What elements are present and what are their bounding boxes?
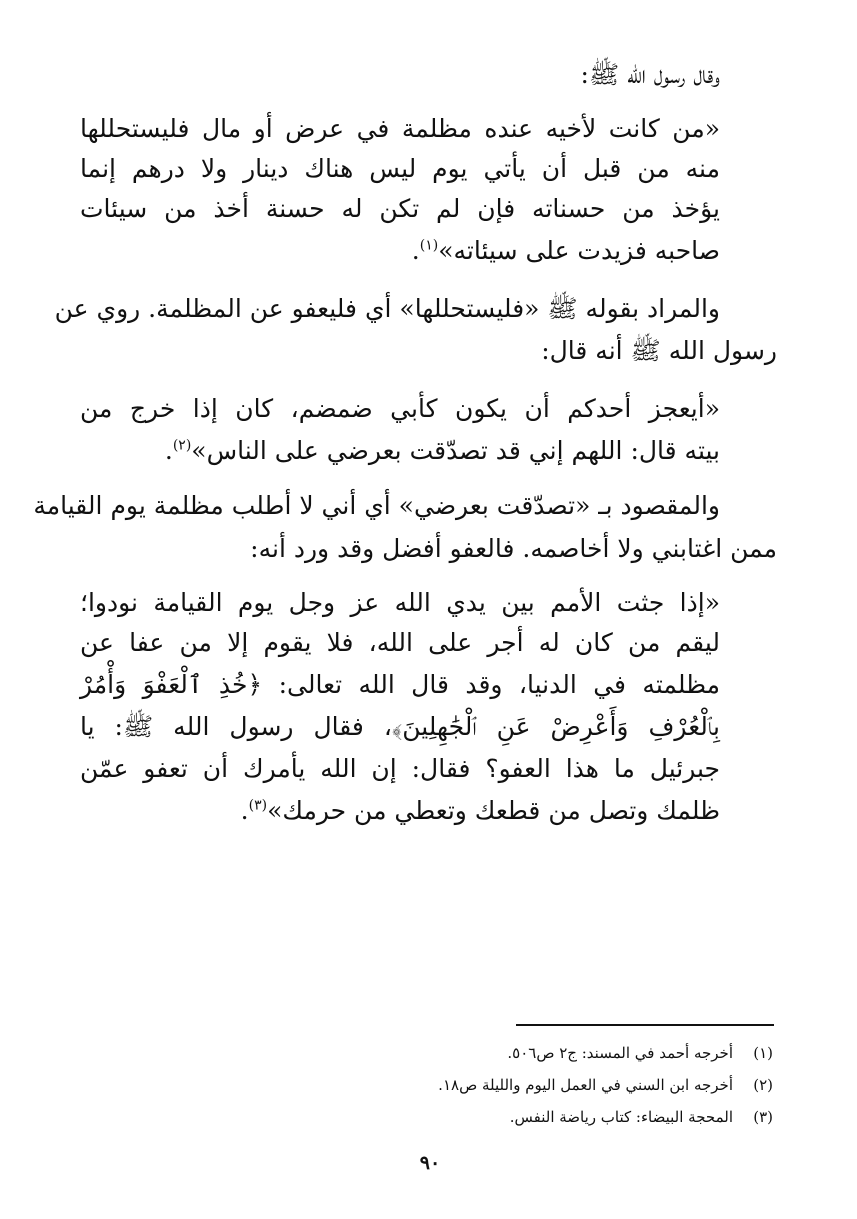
- footnote-text: أخرجه أحمد في المسند: ج٢ ص٥٠٦.: [507, 1044, 733, 1062]
- hadith-3-text: ظلمك وتصل من قطعك وتعطي من حرمك»: [267, 796, 720, 825]
- hadith-3-line: ليقم من كان له أجر على الله، فلا يقوم إلا من عفا عن: [80, 628, 720, 657]
- hadith-1-last-line: [412, 232, 720, 270]
- period: .: [164, 436, 173, 465]
- hadith-3-line: جبرئيل ما هذا العفو؟ فقال: إن الله يأمرك أن تعفو عمّن: [80, 754, 720, 783]
- paragraph-2-line: والمقصود بـ «تصدّقت بعرضي» أي أني لا أطلب مظلمة يوم القيامة: [33, 491, 720, 520]
- footnote: [507, 1042, 773, 1064]
- page-number: ٩٠: [419, 1152, 441, 1174]
- hadith-2-last-line: [165, 432, 720, 470]
- hadith-1-line: منه من قبل أن يأتي يوم ليس هناك دينار ولا درهم إنما: [80, 154, 720, 183]
- hadith-2-line: «أيعجز أحدكم أن يكون كأبي ضمضم، كان إذا خرج من: [80, 394, 720, 423]
- footnote: [510, 1106, 773, 1128]
- hadith-1-text: صاحبه فزيدت على سيئاته»: [438, 236, 720, 265]
- footnote-number: (٣): [753, 1108, 773, 1126]
- hadith-3-line: مظلمته في الدنيا، وقد قال الله تعالى: ﴿خُذِ ٱلْعَفْوَ وَأْمُرْ: [80, 670, 720, 699]
- footnote-text: أخرجه ابن السني في العمل اليوم والليلة ص١٨.: [438, 1076, 733, 1094]
- footnote-text: المحجة البيضاء: كتاب رياضة النفس.: [509, 1108, 733, 1126]
- footnote-ref-3: (٣): [248, 797, 268, 814]
- footnote: [438, 1074, 773, 1096]
- footnote-ref-2: (٢): [172, 437, 192, 454]
- paragraph-1-line: رسول الله ﷺ أنه قال:: [541, 336, 777, 365]
- footnote-separator: [516, 1024, 774, 1026]
- hadith-2-text: بيته قال: اللهم إني قد تصدّقت بعرضي على الناس»: [191, 436, 720, 465]
- paragraph-1-line: والمراد بقوله ﷺ «فليستحللها» أي فليعفو عن المظلمة. روي عن: [54, 294, 720, 323]
- footnote-number: (١): [753, 1044, 773, 1062]
- period: .: [240, 796, 249, 825]
- hadith-3-line: «إذا جثت الأمم بين يدي الله عز وجل يوم القيامة نودوا؛: [80, 588, 720, 617]
- footnote-ref-1: (١): [419, 237, 439, 254]
- hadith-3-last-line: [241, 792, 720, 830]
- hadith-1-line: «من كانت لأخيه عنده مظلمة في عرض أو مال فليستحللها: [80, 114, 720, 143]
- period: .: [411, 236, 420, 265]
- paragraph-2-line: ممن اغتابني ولا أخاصمه. فالعفو أفضل وقد ورد أنه:: [250, 534, 777, 563]
- hadith-1-line: يؤخذ من حسناته فإن لم تكن له حسنة أخذ من سيئات: [80, 194, 720, 223]
- hadith-3-line: بِٱلْعُرْفِ وَأَعْرِضْ عَنِ ٱلْجَٰهِلِينَ﴾، فقال رسول الله ﷺ: يا: [80, 712, 720, 741]
- footnote-number: (٢): [753, 1076, 773, 1094]
- intro-line: وقال رسول الله ﷺ:: [580, 60, 720, 89]
